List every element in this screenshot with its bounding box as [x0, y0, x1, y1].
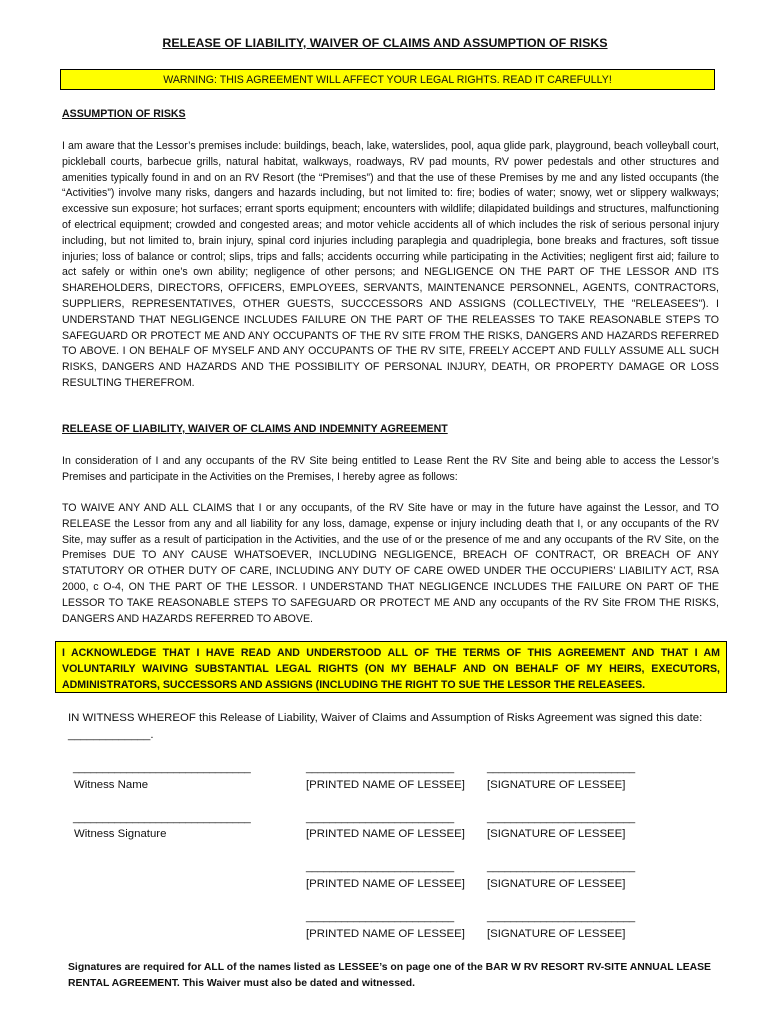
witness-signature-label: Witness Signature [74, 828, 167, 840]
signature-line-1[interactable]: _________________________ [487, 762, 635, 774]
release-intro-paragraph: In consideration of I and any occupants of the RV Site being entitled to Lease Rent the RV Site and being able to access the Lessor’s Premises and participate in the Activities on the Premises, I hereby agree as follows: [62, 455, 719, 483]
footer-note: Signatures are required for ALL of the names listed as LESSEE’s on page one of the BAR W RV RESORT RV-SITE ANNUAL LEASE RENTAL AGREEMENT. This Waiver must also be dated and witnessed. [68, 962, 711, 989]
witness-signature-line[interactable]: ______________________________ [73, 812, 251, 824]
signature-label-3: [SIGNATURE OF LESSEE] [487, 878, 626, 890]
printed-name-line-4[interactable]: _________________________ [306, 911, 454, 923]
assumption-heading: ASSUMPTION OF RISKS [62, 108, 186, 120]
signature-label-2: [SIGNATURE OF LESSEE] [487, 828, 626, 840]
printed-name-label-2: [PRINTED NAME OF LESSEE] [306, 828, 465, 840]
witness-name-label: Witness Name [74, 779, 149, 791]
acknowledgement-box: I ACKNOWLEDGE THAT I HAVE READ AND UNDERSTOOD ALL OF THE TERMS OF THIS AGREEMENT AND THAT I AM VOLUNTARILY WAIVING SUBSTANTIAL LEGAL RIGHTS (ON MY BEHALF AND ON BEHALF OF MY HEIRS, EXECUTORS, ADMINISTRATORS, SUCCESSORS AND ASSIGNS (INCLUDING THE RIGHT TO SUE THE LESSOR THE RELEASEES. [55, 641, 727, 693]
signature-line-3[interactable]: _________________________ [487, 861, 635, 873]
printed-name-line-3[interactable]: _________________________ [306, 861, 454, 873]
printed-name-line-2[interactable]: _________________________ [306, 812, 454, 824]
release-paragraph: TO WAIVE ANY AND ALL CLAIMS that I or any occupants, of the RV Site have or may in the future have against the Lessor, and TO RELEASE the Lessor from any and all liability for any loss, damage, expense or injury including death that I, or any occupants of the RV Site, may suffer as a result of participation in the Activities, and the use of or the presence of me and any occupants of the RV Site, on the Premises DUE TO ANY CAUSE WHATSOEVER, INCLUDING NEGLIGENCE, BREACH OF CONTRACT, OR BREACH OF ANY STATUTORY OR OTHER DUTY OF CARE, INCLUDING ANY DUTY OF CARE OWED UNDER THE OCCUPIERS’ LIABILITY ACT, RSA 2000, c O-4, ON THE PART OF THE LESSOR. I UNDERSTAND THAT NEGLIGENCE INCLUDES THE FAILURE ON PART OF THE LESSOR TO TAKE REASONABLE STEPS TO SAFEGUARD OR PROTECT ME AND any occupants of the RV Site FROM THE RISKS, DANGERS AND HAZARDS REFERRED TO ABOVE. [62, 502, 719, 625]
warning-banner: WARNING: THIS AGREEMENT WILL AFFECT YOUR LEGAL RIGHTS. READ IT CAREFULLY! [60, 69, 715, 90]
printed-name-label-3: [PRINTED NAME OF LESSEE] [306, 878, 465, 890]
printed-name-label-4: [PRINTED NAME OF LESSEE] [306, 928, 465, 940]
signature-line-4[interactable]: _________________________ [487, 911, 635, 923]
signature-label-4: [SIGNATURE OF LESSEE] [487, 928, 626, 940]
document-title: RELEASE OF LIABILITY, WAIVER OF CLAIMS AND ASSUMPTION OF RISKS [162, 36, 608, 50]
signature-label-1: [SIGNATURE OF LESSEE] [487, 779, 626, 791]
signature-line-2[interactable]: _________________________ [487, 812, 635, 824]
witness-name-line[interactable]: ______________________________ [73, 762, 251, 774]
printed-name-line-1[interactable]: _________________________ [306, 762, 454, 774]
release-heading: RELEASE OF LIABILITY, WAIVER OF CLAIMS AND INDEMNITY AGREEMENT [62, 423, 448, 435]
witness-statement: IN WITNESS WHEREOF this Release of Liability, Waiver of Claims and Assumption of Risks Agreement was signed this date: _____________. [68, 712, 703, 741]
printed-name-label-1: [PRINTED NAME OF LESSEE] [306, 779, 465, 791]
assumption-paragraph: I am aware that the Lessor’s premises include: buildings, beach, lake, waterslides, pool, aqua glide park, playground, beach volleyball court, pickleball courts, barbecue grills, natural habitat, walkways, roadways, RV pad mounts, RV power pedestals and other structures and amenities typically found in and on an RV Resort (the “Premises”) and that the use of these Premises by me and any listed occupants (the “Activities”) involve many risks, dangers and hazards including, but not limited to: fire; bodies of water; snowy, wet or slippery walkways; excessive sun exposure; hot surfaces; errant sports equipment; encounters with wildlife; dilapidated buildings and structures, malfunctioning of electrical equipment; crowded and congested areas; and motor vehicle accidents all of which includes the risk of serious personal injury including, but not limited to, brain injury, spinal cord injuries including paraplegia and quadriplegia, bone breaks and fractures, soft tissue injuries; loss of balance or control; slips, trips and falls; accidents occurring while participating in the Activities; negligent first aid; failure to act safely or within one’s own ability; negligence of other persons; and NEGLIGENCE ON THE PART OF THE LESSOR AND ITS SHAREHOLDERS, DIRECTORS, OFFICERS, EMPLOYEES, SERVANTS, MAINTENANCE PERSONNEL, AGENTS, CONTRACTORS, SUPPLIERS, REPRESENTATIVES, OTHER GUESTS, SUCCCESSORS AND ASSIGNS (COLLECTIVELY, THE "RELEASEES"). I UNDERSTAND THAT NEGLIGENCE INCLUDES FAILURE ON THE PART OF THE RELEASSES TO TAKE REASONABLE STEPS TO SAFEGUARD OR PROTECT ME AND ANY OCCUPANTS OF THE RV SITE FROM THE RISKS, DANGERS AND HAZARDS REFERRED TO ABOVE. I ON BEHALF OF MYSELF AND ANY OCCUPANTS OF THE RV SITE, FREELY ACCEPT AND FULLY ASSUME ALL SUCH RISKS, DANGERS AND HAZARDS AND THE POSSIBILITY OF PERSONAL INJURY, DEATH, OR PROPERTY DAMAGE OR LOSS RESULTING THEREFROM. [62, 140, 719, 389]
